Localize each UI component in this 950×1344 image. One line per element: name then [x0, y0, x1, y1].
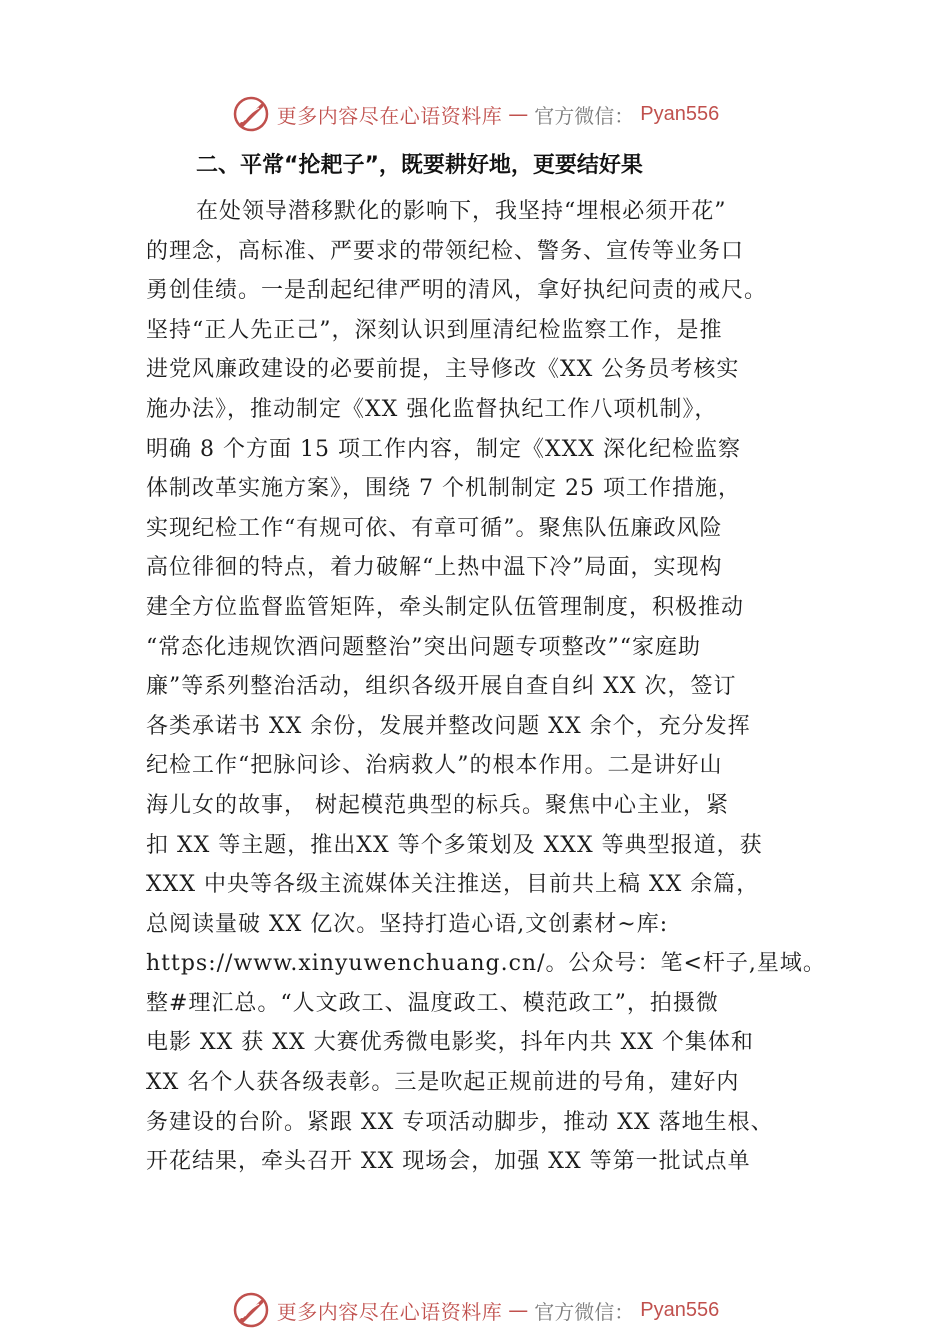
body-line: 体制改革实施方案》，围绕 7 个机制制定 25 项工作措施，	[146, 476, 741, 502]
body-line: 各类承诺书 XX 余份，发展并整改问题 XX 余个，充分发挥	[146, 713, 751, 739]
body-line: 建全方位监督监管矩阵，牵头制定队伍管理制度，积极推动	[146, 594, 745, 620]
watermark-wechat-id: Pyan556	[640, 1298, 720, 1321]
body-line: 务建设的台阶。紧跟 XX 专项活动脚步，推动 XX 落地生根、	[146, 1109, 774, 1135]
body-line: 勇创佳绩。一是刮起纪律严明的清风，拿好执纪问责的戒尺。	[146, 278, 768, 304]
body-line: 进党风廉政建设的必要前提，主导修改《XX 公务员考核实	[146, 357, 740, 383]
watermark-brand: 更多内容尽在心语资料库	[276, 1299, 503, 1324]
body-text	[146, 192, 846, 1182]
watermark-brand: 更多内容尽在心语资料库	[276, 103, 503, 128]
body-line: 廉”等系列整治活动，组织各级开展自查自纠 XX 次，签订	[146, 674, 737, 700]
quill-pen-logo-icon	[231, 94, 271, 134]
watermark-wechat-id: Pyan556	[640, 102, 720, 125]
body-line: 纪检工作“把脉问诊、治病救人”的根本作用。二是讲好山	[146, 753, 723, 779]
body-line: 施办法》，推动制定《XX 强化监督执纪工作八项机制》，	[146, 396, 718, 422]
body-line: 在处领导潜移默化的影响下，我坚持“埋根必须开花”	[196, 199, 727, 224]
quill-pen-logo-icon	[231, 1290, 271, 1330]
watermark-wechat-label: 官方微信：	[534, 1299, 635, 1324]
body-line: 坚持“正人先正己”，深刻认识到厘清纪检监察工作，是推	[146, 317, 723, 343]
body-line: 电影 XX 获 XX 大赛优秀微电影奖，抖年内共 XX 个集体和	[146, 1030, 754, 1056]
body-line: XXX 中央等各级主流媒体关注推送，目前共上稿 XX 余篇，	[146, 872, 760, 898]
watermark-dash: —	[508, 102, 529, 126]
body-line: 明确 8 个方面 15 项工作内容，制定《XXX 深化纪检监察	[146, 436, 741, 462]
body-line: 高位徘徊的特点，着力破解“上热中温下冷”局面，实现构	[146, 555, 723, 581]
body-line: 总阅读量破 XX 亿次。坚持打造心语,文创素材~库:	[146, 911, 669, 937]
body-line: “常态化违规饮酒问题整治”突出问题专项整改”“家庭助	[146, 634, 701, 660]
body-line: 的理念，高标准、严要求的带领纪检、警务、宣传等业务口	[146, 238, 745, 264]
body-line: 开花结果，牵头召开 XX 现场会，加强 XX 等第一批试点单	[146, 1149, 751, 1175]
watermark-wechat-label: 官方微信：	[534, 103, 635, 128]
body-line: 实现纪检工作“有规可依、有章可循”。聚焦队伍廉政风险	[146, 515, 723, 541]
watermark-banner-bottom	[0, 1288, 950, 1332]
watermark-dash: —	[508, 1298, 529, 1322]
body-line-url[interactable]: https://www.xinyuwenchuang.cn/。公众号：笔<杆子,星域。	[146, 951, 826, 977]
body-line: XX 名个人获各级表彰。三是吹起正规前进的号角，建好内	[146, 1070, 740, 1096]
body-line: 整#理汇总。“人文政工、温度政工、模范政工”，拍摄微	[146, 990, 719, 1016]
body-line: 扣 XX 等主题，推出XX 等个多策划及 XXX 等典型报道，获	[146, 832, 763, 858]
body-line: 海儿女的故事， 树起模范典型的标兵。聚焦中心主业，紧	[146, 792, 729, 818]
section-heading: 二、平常“抡耙子”，既要耕好地，更要结好果	[196, 153, 643, 178]
watermark-banner-top	[0, 92, 950, 136]
